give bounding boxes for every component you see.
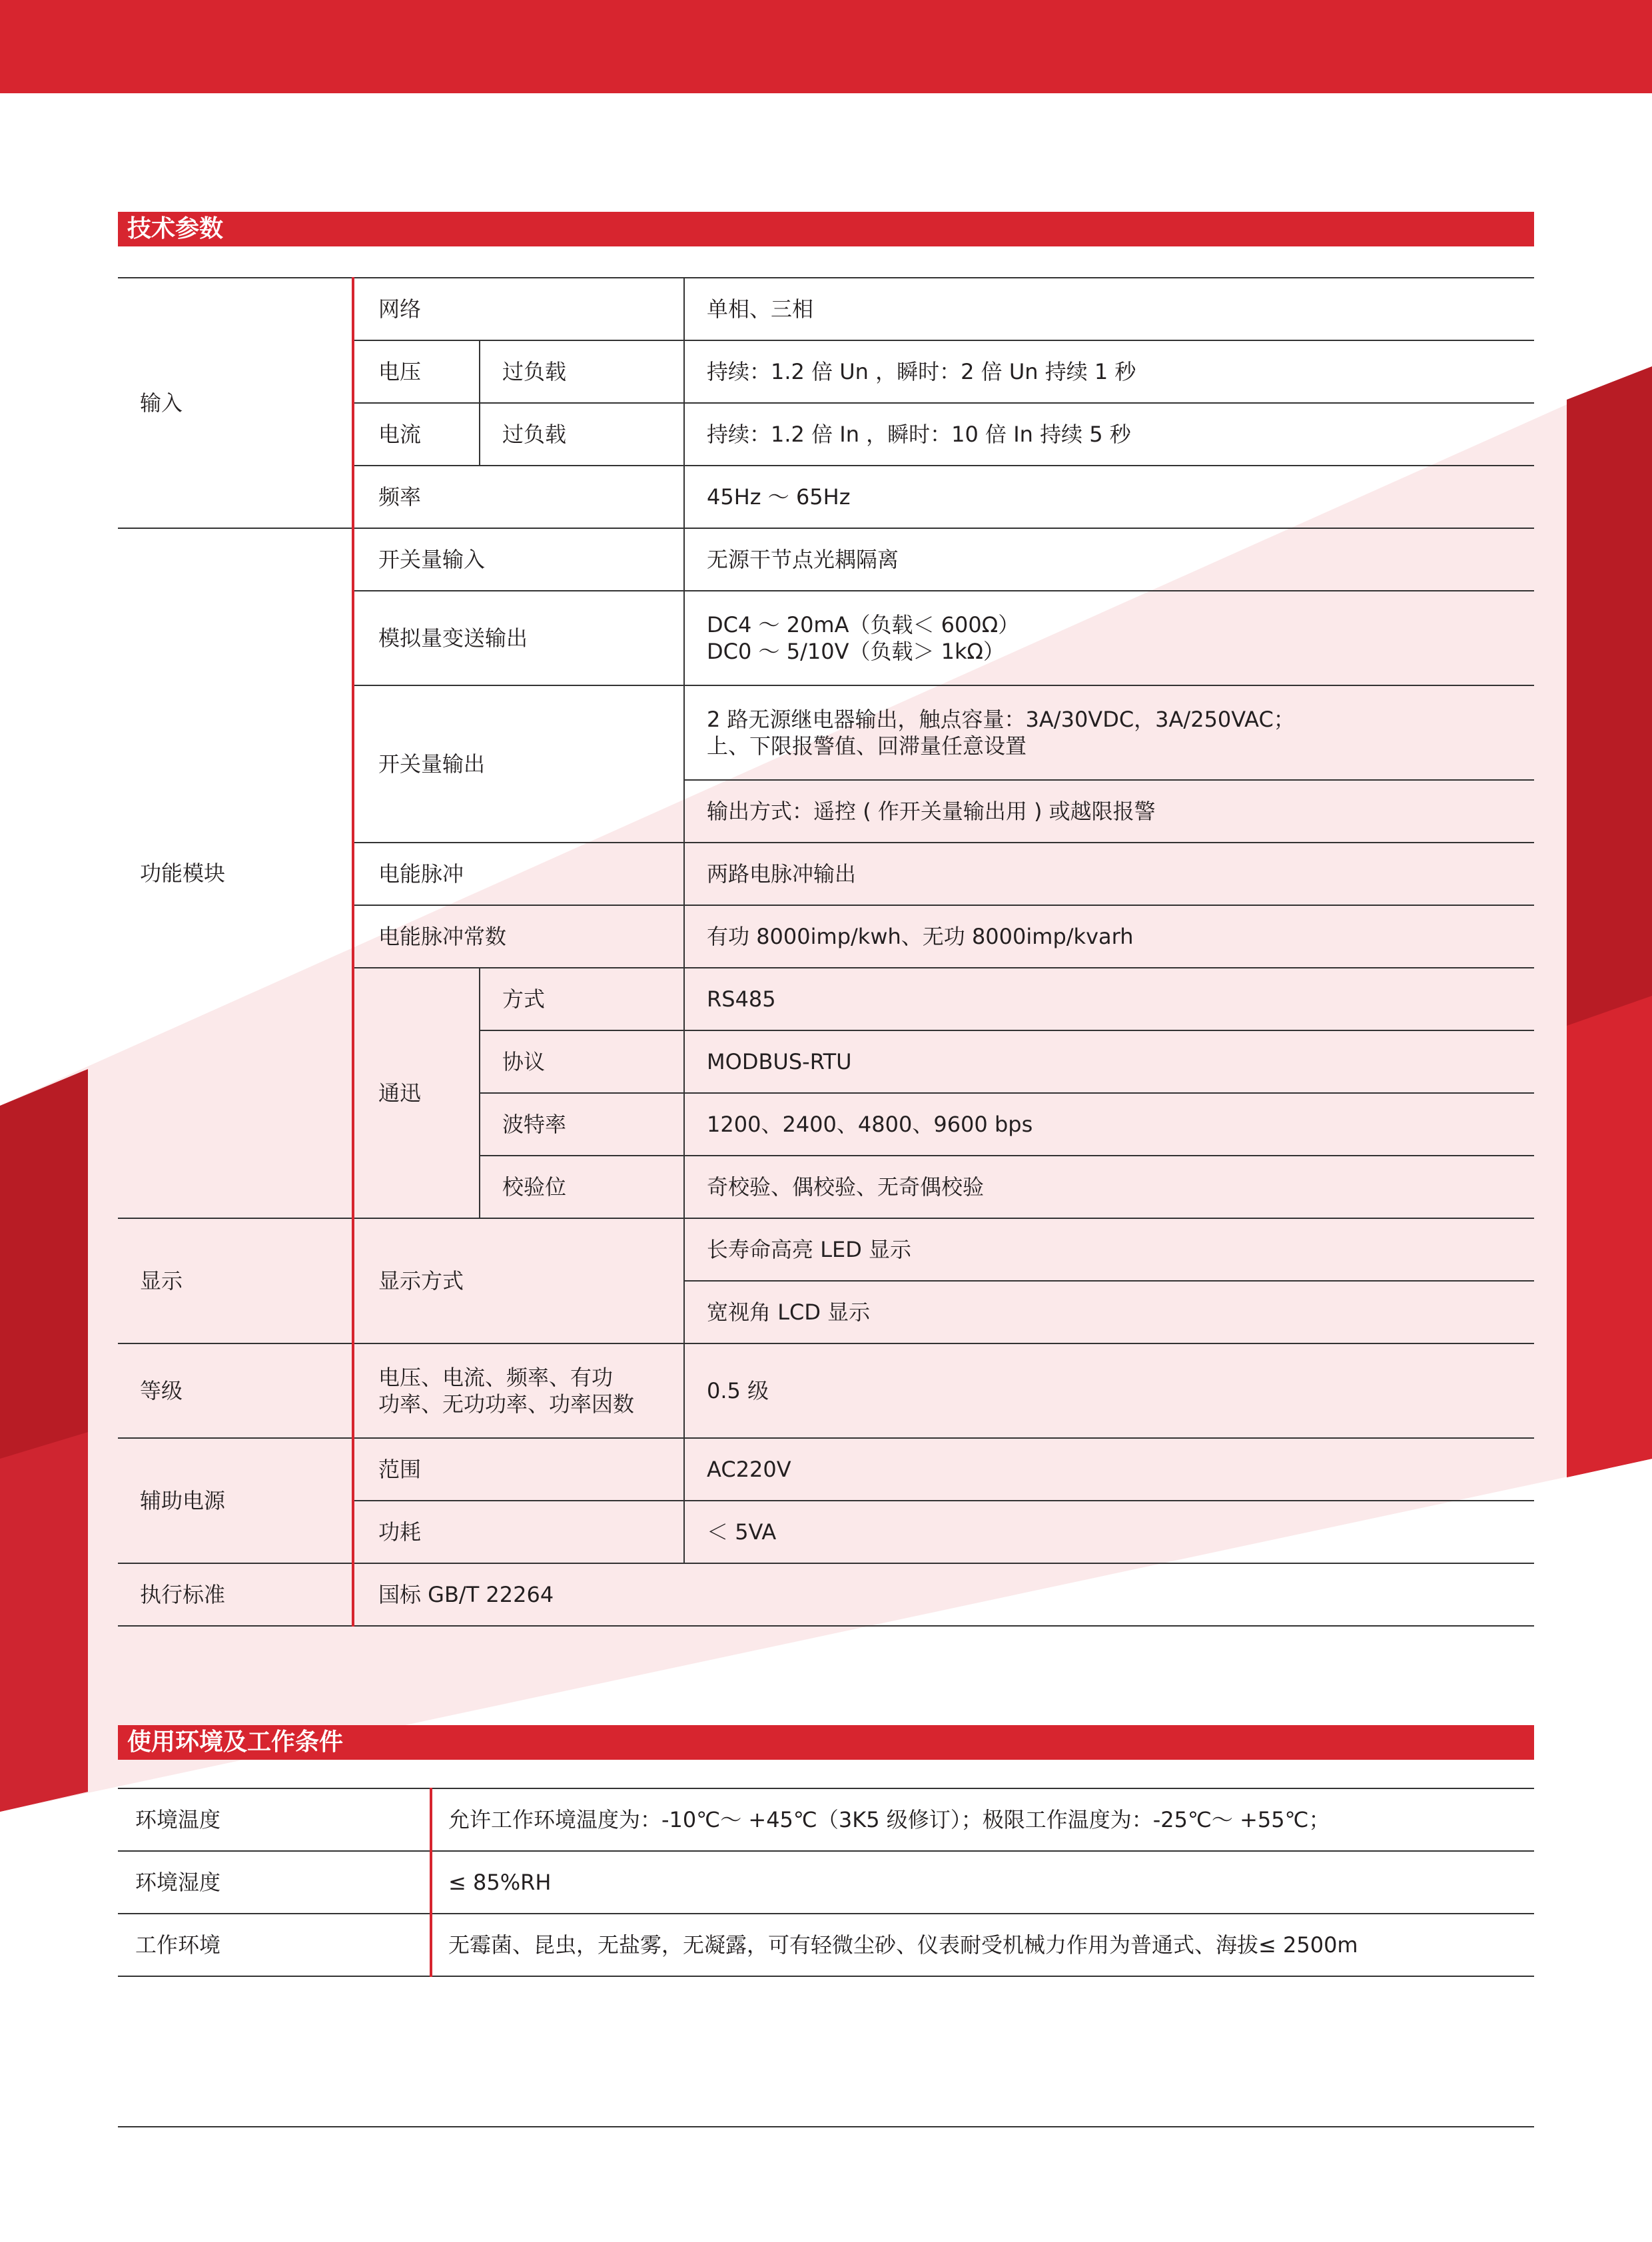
- env-humidity-value: ≤ 85%RH: [431, 1851, 1534, 1914]
- display-label: 显示: [118, 1218, 353, 1343]
- display-value-led: 长寿命高亮 LED 显示: [684, 1218, 1534, 1281]
- baud-rate-value: 1200、2400、4800、9600 bps: [684, 1093, 1534, 1156]
- communication-label: 通迅: [353, 968, 480, 1218]
- current-value: 持续：1.2 倍 In ，瞬时：10 倍 In 持续 5 秒: [684, 403, 1534, 466]
- env-conditions-title: 使用环境及工作条件: [118, 1725, 1534, 1760]
- env-temperature-value: 允许工作环境温度为：-10℃～ +45℃（3K5 级修订）；极限工作温度为：-25℃～ +55℃；: [431, 1788, 1534, 1851]
- work-environment-label: 工作环境: [118, 1914, 431, 1976]
- grade-value: 0.5 级: [684, 1343, 1534, 1438]
- analog-output-line-2: DC0 ～ 5/10V（负载＞ 1kΩ）: [707, 639, 1005, 664]
- grade-label: 等级: [118, 1343, 353, 1438]
- grade-items-line-2: 功率、无功功率、功率因数: [378, 1391, 635, 1417]
- standard-value: 国标 GB/T 22264: [353, 1563, 1534, 1626]
- voltage-label: 电压: [353, 340, 480, 403]
- pulse-constant-value: 有功 8000imp/kwh、无功 8000imp/kvarh: [684, 905, 1534, 968]
- switch-output-label: 开关量输出: [353, 685, 684, 843]
- baud-rate-label: 波特率: [480, 1093, 684, 1156]
- env-temperature-label: 环境温度: [118, 1788, 431, 1851]
- frequency-value: 45Hz ～ 65Hz: [684, 466, 1534, 528]
- consumption-value: ＜ 5VA: [684, 1501, 1534, 1563]
- switch-output-value: [684, 685, 1534, 780]
- pulse-label: 电能脉冲: [353, 843, 684, 905]
- function-label: 功能模块: [118, 528, 353, 1218]
- switch-output-mode-value: 输出方式：遥控 ( 作开关量输出用 ) 或越限报警: [684, 780, 1534, 843]
- display-mode-label: 显示方式: [353, 1218, 684, 1343]
- top-banner: [0, 0, 1652, 93]
- current-sub: 过负载: [480, 403, 684, 466]
- network-value: 单相、三相: [684, 278, 1534, 340]
- comm-mode-value: RS485: [684, 968, 1534, 1030]
- analog-output-line-1: DC4 ～ 20mA（负载＜ 600Ω）: [707, 612, 1020, 637]
- network-label: 网络: [353, 278, 684, 340]
- tech-params-title: 技术参数: [118, 212, 1534, 246]
- input-label: 输入: [118, 278, 353, 528]
- switch-input-value: 无源干节点光耦隔离: [684, 528, 1534, 591]
- range-label: 范围: [353, 1438, 684, 1501]
- switch-input-label: 开关量输入: [353, 528, 684, 591]
- footer-divider: [118, 2126, 1534, 2127]
- comm-mode-label: 方式: [480, 968, 684, 1030]
- current-label: 电流: [353, 403, 480, 466]
- analog-output-label: 模拟量变送输出: [353, 591, 684, 685]
- work-environment-value: 无霉菌、昆虫，无盐雾，无凝露，可有轻微尘砂、仪表耐受机械力作用为普通式、海拔≤ 2500m: [431, 1914, 1534, 1976]
- pulse-value: 两路电脉冲输出: [684, 843, 1534, 905]
- display-value-lcd: 宽视角 LCD 显示: [684, 1281, 1534, 1343]
- env-conditions-table: [118, 1788, 1534, 1977]
- grade-items: [353, 1343, 684, 1438]
- consumption-label: 功耗: [353, 1501, 684, 1563]
- aux-power-label: 辅助电源: [118, 1438, 353, 1563]
- right-red-wedge-light: [1567, 996, 1652, 1477]
- voltage-value: 持续：1.2 倍 Un ，瞬时：2 倍 Un 持续 1 秒: [684, 340, 1534, 403]
- left-red-wedge-light: [0, 1432, 88, 1812]
- protocol-value: MODBUS-RTU: [684, 1030, 1534, 1093]
- env-humidity-label: 环境湿度: [118, 1851, 431, 1914]
- switch-output-line-2: 上、下限报警值、回滞量任意设置: [707, 733, 1027, 759]
- parity-label: 校验位: [480, 1156, 684, 1218]
- tech-params-table: [118, 277, 1534, 1627]
- analog-output-value: [684, 591, 1534, 685]
- grade-items-line-1: 电压、电流、频率、有功: [378, 1365, 614, 1390]
- switch-output-line-1: 2 路无源继电器输出，触点容量：3A/30VDC，3A/250VAC；: [707, 707, 1295, 732]
- parity-value: 奇校验、偶校验、无奇偶校验: [684, 1156, 1534, 1218]
- voltage-sub: 过负载: [480, 340, 684, 403]
- standard-label: 执行标准: [118, 1563, 353, 1626]
- range-value: AC220V: [684, 1438, 1534, 1501]
- frequency-label: 频率: [353, 466, 684, 528]
- pulse-constant-label: 电能脉冲常数: [353, 905, 684, 968]
- protocol-label: 协议: [480, 1030, 684, 1093]
